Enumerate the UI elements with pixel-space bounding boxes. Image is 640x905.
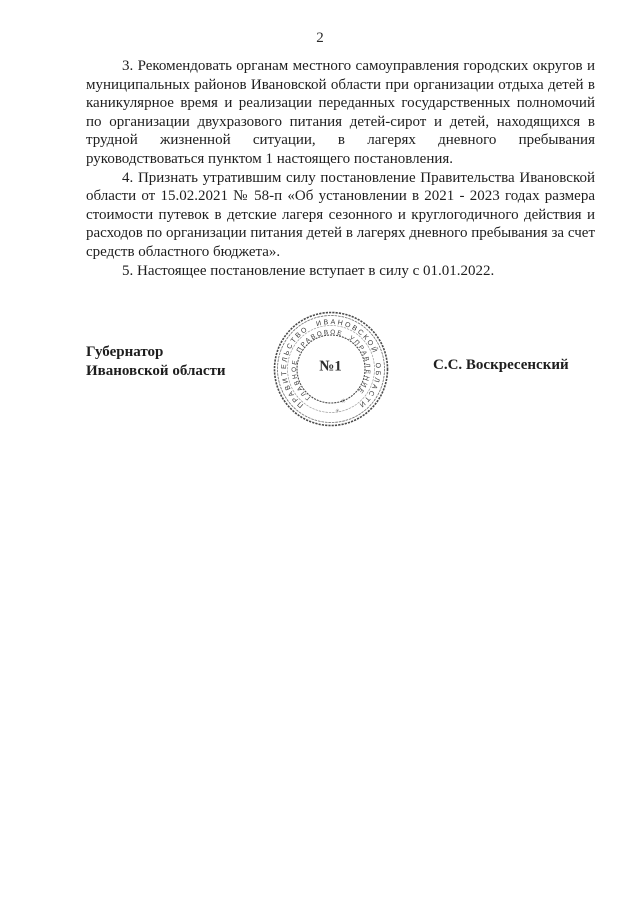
paragraph-item-3: 3. Рекомендовать органам местного самоуправления городских округов и муниципальных районов Ивановской области при организации отдыха детей в каникулярное время и реализации переданных государственных полномочий по организации двухразового питания детей-сирот и детей, находящихся в трудной жизненной ситуации, в лагерях дневного пребывания руководствоваться пунктом 1 настоящего постановления. [86, 58, 595, 167]
paragraph-item-5: 5. Настоящее постановление вступает в силу с 01.01.2022. [122, 262, 495, 279]
signature-name: С.С. Воскресенский [433, 357, 569, 373]
official-round-stamp-icon [269, 307, 393, 431]
stamp-separator-star-icon: ✳ [340, 398, 346, 406]
paragraph-item-4: 4. Признать утратившим силу постановление Правительства Ивановской области от 15.02.2021 № 58-п «Об установлении в 2021 - 2023 годах размера стоимости путевок в детские лагеря сезонного и круглогодичного действия и расходов по организации питания детей в лагерях дневного пребывания за счет средств областного бюджета». [86, 169, 595, 260]
stamp-separator-star-icon: ✳ [334, 408, 340, 415]
page-number: 2 [316, 30, 324, 46]
signature-position-line2: Ивановской области [86, 362, 226, 379]
stamp-copy-number: №1 [319, 358, 342, 375]
signature-position-line1: Губернатор [86, 344, 164, 360]
document-body [86, 57, 595, 280]
stamp-outer-ring-text: ПРАВИТЕЛЬСТВО ИВАНОВСКОЙ ОБЛАСТИ [280, 318, 382, 410]
stamp-inner-ring-text: ГЛАВНОЕ ПРАВОВОЕ УПРАВЛЕНИЕ [290, 328, 372, 402]
signature-position-title [86, 343, 226, 380]
